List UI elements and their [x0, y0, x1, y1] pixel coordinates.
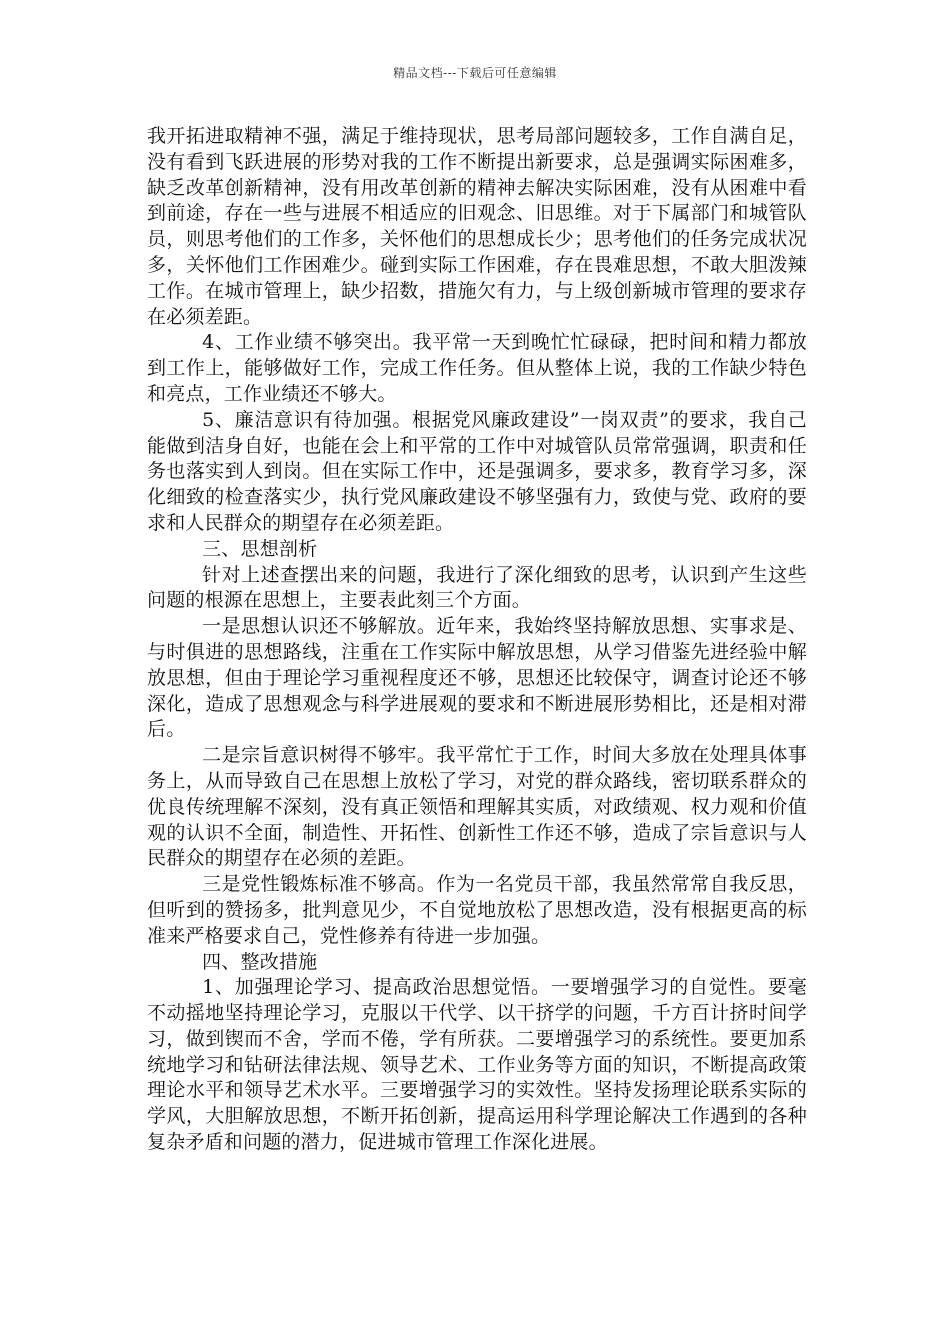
paragraph: 针对上述查摆出来的问题，我进行了深化细致的思考，认识到产生这些问题的根源在思想上，主要表此刻三个方面。 — [147, 563, 807, 612]
paragraph: 1、加强理论学习、提高政治思想觉悟。一要增强学习的自觉性。要毫不动摇地坚持理论学习，克服以干代学、以干挤学的问题，千方百计挤时间学习，做到锲而不舍，学而不倦，学有所获。二要增强学习的系统性。要更加系统地学习和钻研法律法规、领导艺术、工作业务等方面的知识，不断提高政策理论水平和领导艺术水平。三要增强学习的实效性。坚持发扬理论联系实际的学风，大胆解放思想，不断开拓创新，提高运用科学理论解决工作遇到的各种复杂矛盾和问题的潜力，促进城市管理工作深化进展。 — [147, 976, 807, 1154]
paragraph: 三是党性锻炼标准不够高。作为一名党员干部，我虽然常常自我反思，但听到的赞扬多，批判意见少，不自觉地放松了思想改造，没有根据更高的标准来严格要求自己，党性修养有待进一步加强。 — [147, 873, 807, 947]
paragraph: 二是宗旨意识树得不够牢。我平常忙于工作，时间大多放在处理具体事务上，从而导致自己在思想上放松了学习，对党的群众路线，密切联系群众的优良传统理解不深刻，没有真正领悟和理解其实质，对政绩观、权力观和价值观的认识不全面，制造性、开拓性、创新性工作还不够，造成了宗旨意识与人民群众的期望存在必须的差距。 — [147, 744, 807, 870]
document-body — [147, 124, 807, 1156]
paragraph: 我开拓进取精神不强，满足于维持现状，思考局部问题较多，工作自满自足，没有看到飞跃进展的形势对我的工作不断提出新要求，总是强调实际困难多，缺乏改革创新精神，没有用改革创新的精神去解决实际困难，没有从困难中看到前途，存在一些与进展不相适应的旧观念、旧思维。对于下属部门和城管队员，则思考他们的工作多，关怀他们的思想成长少；思考他们的任务完成状况多，关怀他们工作困难少。碰到实际工作困难，存在畏难思想，不敢大胆泼辣工作。在城市管理上，缺少招数，措施欠有力，与上级创新城市管理的要求存在必须差距。 — [147, 125, 807, 328]
section-heading: 四、整改措施 — [202, 950, 318, 973]
section-heading: 三、思想剖析 — [202, 537, 318, 560]
paragraph: 5、廉洁意识有待加强。根据党风廉政建设”一岗双责”的要求，我自己能做到洁身自好，也能在会上和平常的工作中对城管队员常常强调，职责和任务也落实到人到岗。但在实际工作中，还是强调多，要求多，教育学习多，深化细致的检查落实少，执行党风廉政建设不够坚强有力，致使与党、政府的要求和人民群众的期望存在必须差距。 — [147, 408, 807, 534]
paragraph: 4、工作业绩不够突出。我平常一天到晚忙忙碌碌，把时间和精力都放到工作上，能够做好工作，完成工作任务。但从整体上说，我的工作缺少特色和亮点，工作业绩还不够大。 — [147, 331, 807, 405]
page-header: 精品文档---下载后可任意编辑 — [393, 66, 557, 80]
paragraph: 一是思想认识还不够解放。近年来，我始终坚持解放思想、实事求是、与时俱进的思想路线，注重在工作实际中解放思想，从学习借鉴先进经验中解放思想，但由于理论学习重视程度还不够，思想还比较保守，调查讨论还不够深化，造成了思想观念与科学进展观的要求和不断进展形势相比，还是相对滞后。 — [147, 615, 807, 741]
